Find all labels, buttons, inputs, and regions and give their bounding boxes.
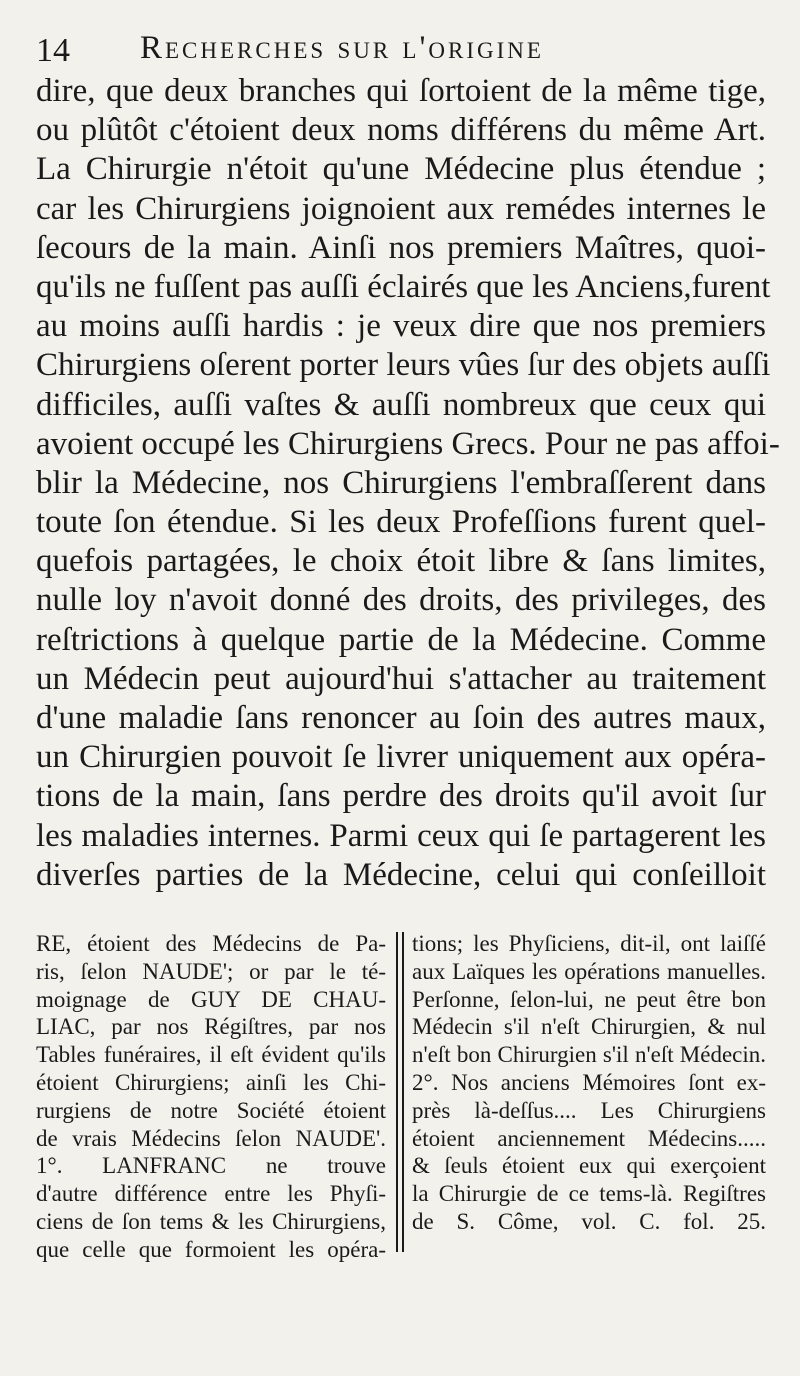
footnote-line: Médecin s'il n'eſt Chirurgien, & nul xyxy=(412,1014,766,1040)
text-line: Chirurgiens oſerent porter leurs vûes ſur des objets auſſi xyxy=(36,347,771,384)
text-line: dire, que deux branches qui ſortoient de la même tige, xyxy=(36,73,766,109)
footnote-line: d'autre différence entre les Phyſi- xyxy=(36,1181,386,1207)
footnote-line: de vrais Médecins ſelon NAUDE'. xyxy=(36,1125,386,1151)
footnote-line: Perſonne, ſelon-lui, ne peut être bon xyxy=(412,986,766,1012)
text-line: un Médecin peut aujourd'hui s'attacher au traitement xyxy=(36,660,766,697)
text-line: nulle loy n'avoit donné des droits, des privileges, des xyxy=(36,582,766,619)
footnote-line: étoient Chirurgiens; ainſi les Chi- xyxy=(36,1069,386,1095)
text-line: au moins auſſi hardis : je veux dire que nos premiers xyxy=(36,308,766,345)
footnote-line: aux Laïques les opérations manuelles. xyxy=(412,958,766,984)
text-line: diverſes parties de la Médecine, celui qui conſeilloit xyxy=(36,856,766,893)
footnote-line: de S. Côme, vol. C. fol. 25. xyxy=(412,1208,766,1234)
text-line: les maladies internes. Parmi ceux qui ſe partagerent les xyxy=(36,817,766,854)
text-line: quefois partagées, le choix étoit libre & ſans limites, xyxy=(36,543,766,580)
text-line: d'une maladie ſans renoncer au ſoin des autres maux, xyxy=(36,700,766,736)
text-line: ſecours de la main. Ainſi nos premiers Maîtres, quoi- xyxy=(36,229,766,266)
text-line: tions de la main, ſans perdre des droits qu'il avoit ſur xyxy=(36,778,766,815)
footnote-line: ciens de ſon tems & les Chirurgiens, xyxy=(36,1208,386,1234)
footnote-column-left xyxy=(36,930,386,1264)
text-line: un Chirurgien pouvoit ſe livrer uniquement aux opéra- xyxy=(36,739,766,776)
running-head: Recherches sur l'origine xyxy=(140,30,544,66)
text-line: reſtrictions à quelque partie de la Médecine. Comme xyxy=(36,621,766,658)
footnote-line: LIAC, par nos Régiſtres, par nos xyxy=(36,1014,386,1040)
footnote-line: la Chirurgie de ce tems-là. Regiſtres xyxy=(412,1181,766,1207)
footnote-line: RE, étoient des Médecins de Pa- xyxy=(36,931,386,956)
text-line: difficiles, auſſi vaſtes & auſſi nombreux que ceux qui xyxy=(36,386,766,423)
footnote-line: 2°. Nos anciens Mémoires ſont ex- xyxy=(412,1069,766,1095)
footnote-line: Tables funéraires, il eſt évident qu'ils xyxy=(36,1042,386,1068)
footnote-line: près là-deſſus.... Les Chirurgiens xyxy=(412,1097,766,1123)
footnote-line: que celle que formoient les opéra- xyxy=(36,1236,386,1262)
page-number: 14 xyxy=(36,32,70,69)
footnote-line: étoient anciennement Médecins..... xyxy=(412,1125,766,1151)
footnote-column-right xyxy=(412,930,766,1236)
text-line: ou plûtôt c'étoient deux noms différens du même Art. xyxy=(36,112,766,149)
text-line: avoient occupé les Chirurgiens Grecs. Pour ne pas affoi- xyxy=(36,425,780,462)
page-header xyxy=(36,30,776,74)
footnote-column-divider xyxy=(396,932,404,1252)
text-line: toute ſon étendue. Si les deux Profeſſions furent quel- xyxy=(36,504,766,541)
footnotes xyxy=(36,930,766,1260)
text-line: car les Chirurgiens joignoient aux remédes internes le xyxy=(36,190,766,227)
footnote-line: rurgiens de notre Société étoient xyxy=(36,1097,386,1123)
footnote-line: & ſeuls étoient eux qui exerçoient xyxy=(412,1153,766,1179)
footnote-line: 1°. LANFRANC ne trouve xyxy=(36,1153,386,1179)
footnote-line: ris, ſelon NAUDE'; or par le té- xyxy=(36,958,386,984)
text-line: qu'ils ne fuſſent pas auſſi éclairés que les Anciens,furent xyxy=(36,268,771,305)
text-line: La Chirurgie n'étoit qu'une Médecine plus étendue ; xyxy=(36,151,766,188)
footnote-line: n'eſt bon Chirurgien s'il n'eſt Médecin. xyxy=(412,1042,766,1068)
main-text-block xyxy=(36,72,780,895)
footnote-line: tions; les Phyſiciens, dit-il, ont laiſſé xyxy=(412,931,766,956)
text-line: blir la Médecine, nos Chirurgiens l'embraſſerent dans xyxy=(36,464,766,501)
footnote-line: moignage de GUY DE CHAU- xyxy=(36,986,386,1012)
